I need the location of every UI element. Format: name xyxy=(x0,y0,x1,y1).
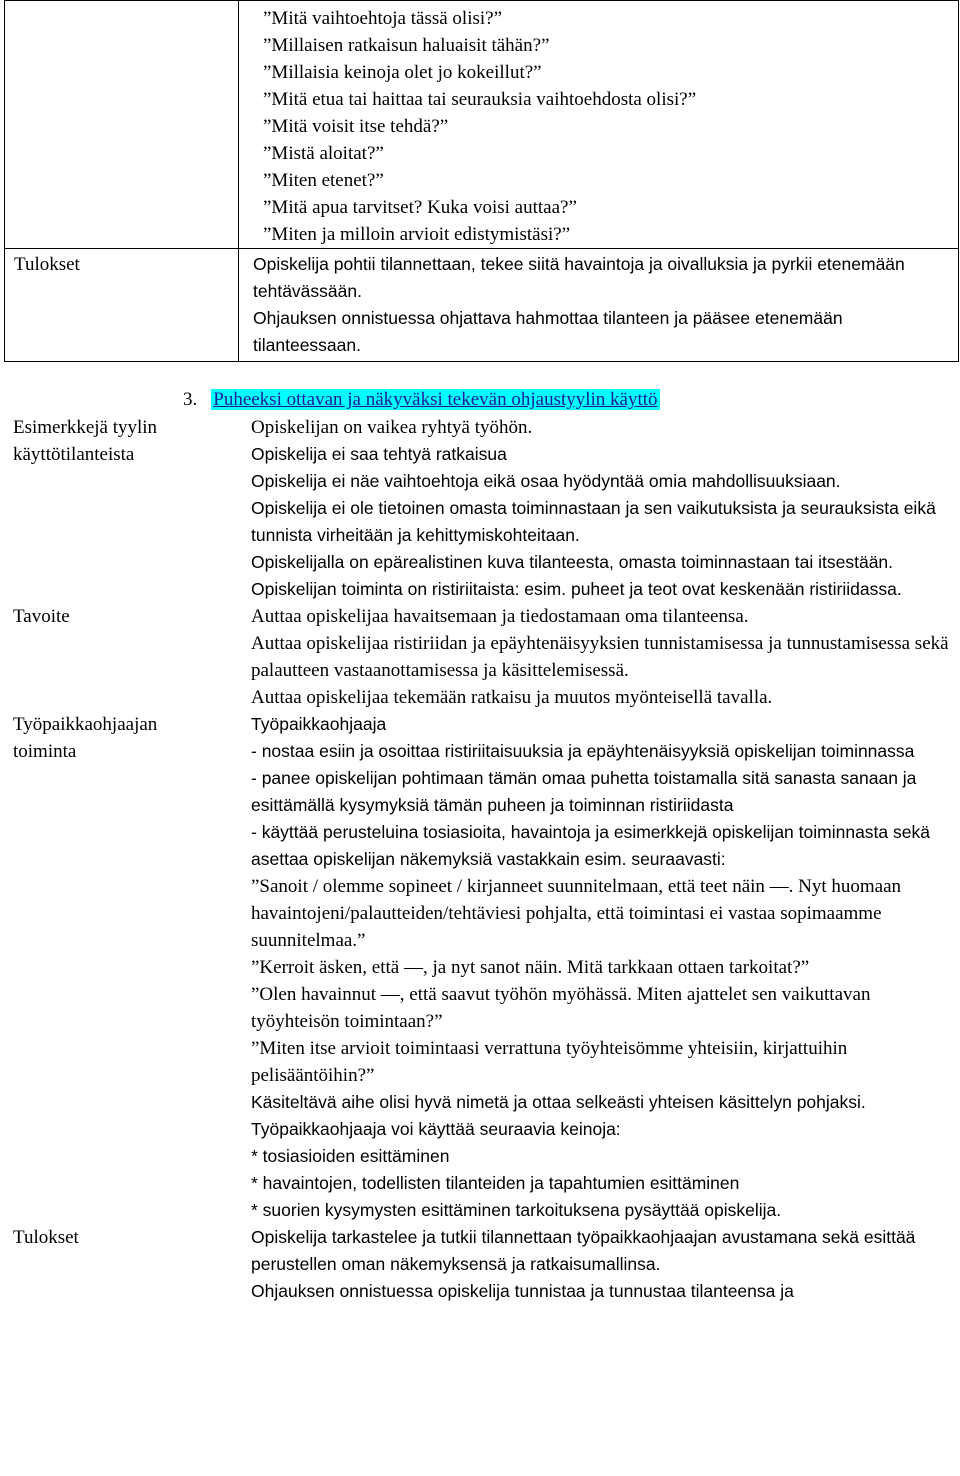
action-item: - panee opiskelijan pohtimaan tämän omaa puhetta toistamalla sitä sanasta sanaan ja esittämällä kysymyksiä tämän puheen ja toiminnan ristiriidasta xyxy=(251,768,917,815)
action-label-text: Työpaikkaohjaajan toiminta xyxy=(13,714,158,762)
examples-label-text: Esimerkkejä tyylin käyttötilanteista xyxy=(13,417,158,465)
action-item: * tosiasioiden esittäminen xyxy=(251,1146,450,1166)
section-title: Puheeksi ottavan ja näkyväksi tekevän ohjaustyylin käyttö xyxy=(213,389,658,410)
table-row xyxy=(5,249,959,362)
question-item: ”Mitä vaihtoehtoja tässä olisi?” xyxy=(263,8,503,29)
table-row xyxy=(4,1224,959,1305)
question-item: ”Mistä aloitat?” xyxy=(263,143,384,164)
action-quote: ”Miten itse arvioit toimintaasi verrattuna työyhteisömme yhteisiin, kirjattuihin pelisääntöihin?” xyxy=(251,1038,848,1086)
examples-cell xyxy=(237,414,959,603)
question-item: ”Miten ja milloin arvioit edistymistäsi?” xyxy=(263,224,571,245)
actions-cell xyxy=(237,711,959,1224)
example-item: Opiskelijan toiminta on ristiriitaista: esim. puheet ja teot ovat keskenään ristiriidassa. xyxy=(251,579,902,599)
continuation-table xyxy=(4,0,959,362)
result-text: Opiskelija pohtii tilannettaan, tekee siitä havaintoja ja oivalluksia ja pyrkii etenemään tehtävässään. xyxy=(253,254,905,301)
example-item: Opiskelijalla on epärealistinen kuva tilanteesta, omasta toiminnastaan tai itsestään. xyxy=(251,552,894,572)
action-item: - käyttää perusteluina tosiasioita, havaintoja ja esimerkkejä opiskelijan toiminnasta sekä asettaa opiskelijan näkemyksiä vastakkain esim. seuraavasti: xyxy=(251,822,930,869)
results-label-text: Tulokset xyxy=(13,1227,79,1248)
results-label xyxy=(5,249,239,362)
results-cell xyxy=(237,1224,959,1305)
question-item: ”Millaisia keinoja olet jo kokeillut?” xyxy=(263,62,542,83)
section-number: 3. xyxy=(183,389,198,410)
action-item: - nostaa esiin ja osoittaa ristiriitaisuuksia ja epäyhtenäisyyksiä opiskelijan toiminnassa xyxy=(251,741,915,761)
goal-item: Auttaa opiskelijaa havaitsemaan ja tiedostamaan oma tilanteensa. xyxy=(251,606,749,627)
action-item: * havaintojen, todellisten tilanteiden ja tapahtumien esittäminen xyxy=(251,1173,740,1193)
question-item: ”Mitä etua tai haittaa tai seurauksia vaihtoehdosta olisi?” xyxy=(263,89,697,110)
action-quote: ”Olen havainnut —, että saavut työhön myöhässä. Miten ajattelet sen vaikuttavan työyhteisön toimintaan?” xyxy=(251,984,871,1032)
results-label xyxy=(4,1224,237,1305)
table-row xyxy=(4,603,959,711)
action-item: Työpaikkaohjaaja xyxy=(251,714,387,734)
goal-label xyxy=(4,603,237,711)
result-text: Ohjauksen onnistuessa opiskelija tunnistaa ja tunnustaa tilanteensa ja xyxy=(251,1281,794,1301)
table-row xyxy=(4,414,959,603)
action-quote: ”Sanoit / olemme sopineet / kirjanneet suunnitelmaan, että teet näin —. Nyt huomaan havaintojeni/palautteiden/tehtäviesi pohjalta, että toimintasi ei vastaa sopimaamme suunnitelmaa.” xyxy=(251,876,902,951)
results-label-text: Tulokset xyxy=(14,254,80,275)
question-item: ”Mitä voisit itse tehdä?” xyxy=(263,116,449,137)
question-item: ”Millaisen ratkaisun haluaisit tähän?” xyxy=(263,35,550,56)
questions-cell xyxy=(239,1,959,249)
goals-cell xyxy=(237,603,959,711)
action-item: Käsiteltävä aihe olisi hyvä nimetä ja ottaa selkeästi yhteisen käsittelyn pohjaksi. xyxy=(251,1092,866,1112)
style-table xyxy=(4,414,959,1305)
examples-label xyxy=(4,414,237,603)
results-cell xyxy=(239,249,959,362)
action-item: Työpaikkaohjaaja voi käyttää seuraavia keinoja: xyxy=(251,1119,621,1139)
question-item: ”Mitä apua tarvitset? Kuka voisi auttaa?” xyxy=(263,197,577,218)
section-heading xyxy=(183,386,660,413)
table-row xyxy=(5,1,959,249)
question-item: ”Miten etenet?” xyxy=(263,170,384,191)
example-item: Opiskelija ei ole tietoinen omasta toiminnastaan ja sen vaikutuksista ja seurauksista eikä tunnista virheitään ja kehittymiskohteitaan. xyxy=(251,498,936,545)
goal-item: Auttaa opiskelijaa ristiriidan ja epäyhtenäisyyksien tunnistamisessa ja tunnustamisessa sekä palautteen vastaanottamisessa ja käsittelemisessä. xyxy=(251,633,949,681)
result-text: Opiskelija tarkastelee ja tutkii tilannettaan työpaikkaohjaajan avustamana sekä esittää perustellen oman näkemyksensä ja ratkaisumallinsa. xyxy=(251,1227,916,1274)
action-item: * suorien kysymysten esittäminen tarkoituksena pysäyttää opiskelija. xyxy=(251,1200,782,1220)
goal-item: Auttaa opiskelijaa tekemään ratkaisu ja muutos myönteisellä tavalla. xyxy=(251,687,773,708)
result-text: Ohjauksen onnistuessa ohjattava hahmottaa tilanteen ja pääsee etenemään tilanteessaan. xyxy=(253,308,843,355)
example-item: Opiskelija ei näe vaihtoehtoja eikä osaa hyödyntää omia mahdollisuuksiaan. xyxy=(251,471,841,491)
table-row xyxy=(4,711,959,1224)
example-item: Opiskelija ei saa tehtyä ratkaisua xyxy=(251,444,507,464)
goal-label-text: Tavoite xyxy=(13,606,70,627)
action-quote: ”Kerroit äsken, että —, ja nyt sanot näin. Mitä tarkkaan ottaen tarkoitat?” xyxy=(251,957,810,978)
action-label xyxy=(4,711,237,1224)
example-item: Opiskelijan on vaikea ryhtyä työhön. xyxy=(251,417,533,438)
empty-label-cell xyxy=(5,1,239,249)
